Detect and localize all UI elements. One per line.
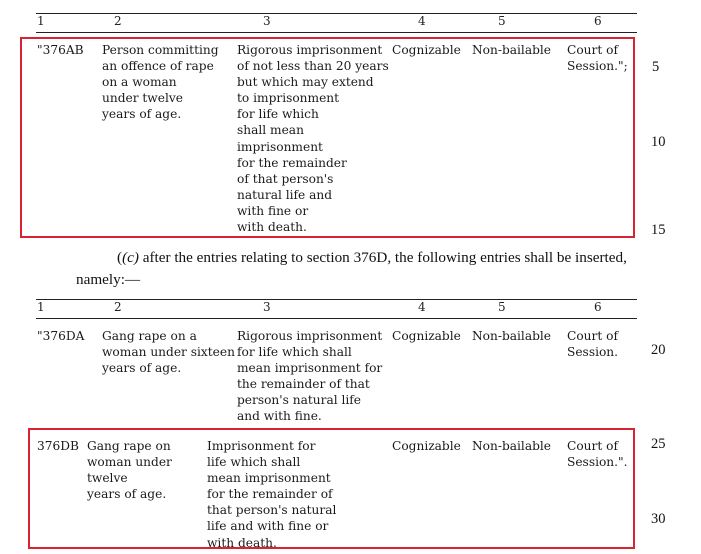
cognizable-status: Cognizable [392,439,461,453]
line-number-5: 5 [652,59,660,75]
clause-text: after the entries relating to section 376D, the following entries shall be inserted, [138,249,627,266]
punishment-description: Imprisonment for life which shall mean imprisonment for the remainder of that person's natural life and with fine or with death. [207,439,337,550]
line-number-10: 10 [651,134,666,150]
table2-header-col6: 6 [594,300,602,314]
bailable-status: Non-bailable [472,329,552,343]
table2-header-col5: 5 [498,300,506,314]
section-number: "376DA [37,329,85,343]
table2-top-rule [36,299,637,300]
table2-header-col1: 1 [37,300,45,314]
offence-description: Gang rape on woman under twelve years of age. [87,439,172,502]
highlight-box-376AB [20,37,635,238]
table1-header-col3: 3 [263,14,271,28]
trial-court: Court of Session.". [567,439,628,470]
line-number-15: 15 [651,222,666,238]
table2-header-col2: 2 [114,300,122,314]
table1-header-col6: 6 [594,14,602,28]
line-number-30: 30 [651,511,666,527]
table1-top-rule [36,13,637,14]
table1-header-col5: 5 [498,14,506,28]
table2-header-rule [36,318,637,319]
section-number: "376AB [37,43,84,57]
section-number: 376DB [37,439,79,453]
offence-description: Person committing an offence of rape on a woman under twelve years of age. [102,43,219,122]
offence-description: Gang rape on a woman under sixteen years of age. [102,329,235,376]
trial-court: Court of Session."; [567,43,628,74]
amendment-paragraph-line2: namely:— [76,271,141,288]
table2-header-col4: 4 [418,300,426,314]
table2-header-col3: 3 [263,300,271,314]
table1-header-col4: 4 [418,14,426,28]
line-number-25: 25 [651,436,666,452]
cognizable-status: Cognizable [392,43,461,57]
bailable-status: Non-bailable [472,439,552,453]
table1-header-rule [36,32,637,33]
table1-header-col1: 1 [37,14,45,28]
amendment-paragraph-line1: ((c) after the entries relating to section 376D, the following entries shall be inserted, [117,249,627,266]
punishment-description: Rigorous imprisonment of not less than 20 years but which may extend to imprisonment for life which shall mean imprisonment for the remainder of that person's natural life and with fine or with death. [237,43,389,235]
highlight-box-376DB [28,428,635,549]
cognizable-status: Cognizable [392,329,461,343]
clause-marker: (c) [122,249,139,266]
table1-header-col2: 2 [114,14,122,28]
line-number-20: 20 [651,342,666,358]
bailable-status: Non-bailable [472,43,552,57]
trial-court: Court of Session. [567,329,619,360]
punishment-description: Rigorous imprisonment for life which shall mean imprisonment for the remainder of that person's natural life and with fine. [237,329,383,424]
